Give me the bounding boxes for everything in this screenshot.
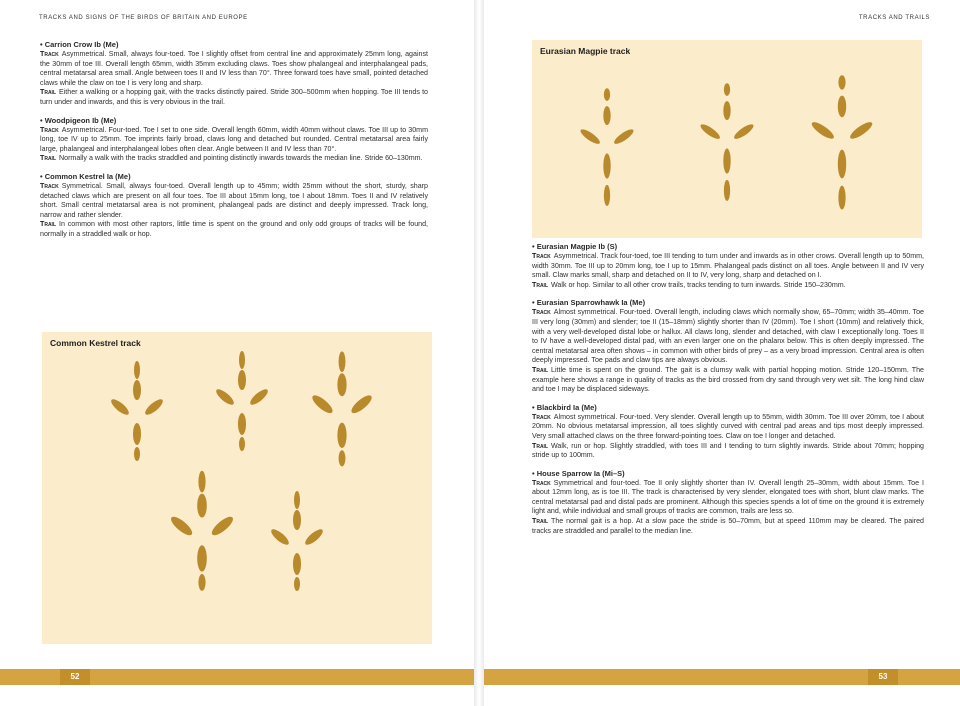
entry-track bbox=[40, 182, 428, 220]
page-number-left: 52 bbox=[60, 669, 90, 685]
track-text: Asymmetrical. Track four-toed, toe III tending to turn under and inwards as in other crows. Overall length up to 50mm, width 30mm. Toe III up to 20mm long, toe I up to 15mm. Phalangeal pads distinct on all toes. Angle between II and IV very small. Claw marks small, sharp and detached on II to IV, very long, sharp and detached on I. bbox=[532, 252, 924, 280]
entry-track bbox=[532, 479, 924, 517]
track-text: Symmetrical and four-toed. Toe II only slightly shorter than IV. Overall length 25–30mm, width about 15mm. Toe I about 12mm long, as is toe III. The track is characterised by very slender, elongated toes with short, blunt claw marks. The central metatarsal pad and distal pads are prominent. Although this species spends a lot of time on the ground it is extremely light and, while individual and small groups of tracks are common, trails are less so. bbox=[532, 478, 924, 516]
running-head-right: TRACKS AND TRAILS bbox=[858, 15, 930, 21]
footer-band-right bbox=[484, 669, 960, 685]
entry-title: • Blackbird Ia (Me) bbox=[532, 403, 924, 412]
track-label: Track bbox=[532, 308, 551, 317]
magpie-track-figure bbox=[532, 40, 922, 238]
trail-label: Trail bbox=[532, 280, 548, 289]
entry-trail bbox=[40, 88, 428, 107]
track-label: Track bbox=[40, 50, 59, 58]
kestrel-track-figure bbox=[42, 332, 432, 644]
track-text: Symmetrical. Small, always four-toed. Overall length up to 45mm; width 25mm without the short, sturdy, sharp detached claws which are present on all four toes. Toe III about 15mm long, toe I about 18mm. Toes II and IV relatively short. Small central metatarsal area is not prominent, phalangeal pads are distinct and deeply impressed. Track long, narrow and rather slender. bbox=[40, 181, 428, 219]
track-label: Track bbox=[532, 412, 551, 421]
running-head-left: TRACKS AND SIGNS OF THE BIRDS OF BRITAIN AND EUROPE bbox=[39, 15, 248, 21]
track-text: Asymmetrical. Four-toed. Toe I set to one side. Overall length 60mm, width 40mm without claws. Toe III up to 30mm long, toe IV up to 25mm. Toe imprints fairly broad, claws long and detached but rounded. Central metatarsal area fairly large, phalangeal and interphalangeal lobes often clear. Angle between II and IV less than 70°. bbox=[40, 125, 428, 153]
trail-text: Little time is spent on the ground. The gait is a clumsy walk with partial hopping motion. Stride 120–150mm. The example here shows a range in quality of tracks as the bird crossed from dry sand through very wet silt. The long hind claw and toe I may be displaced sideways. bbox=[532, 365, 924, 394]
entry-track bbox=[40, 126, 428, 155]
entry-trail bbox=[40, 220, 428, 239]
entry-house-sparrow bbox=[532, 469, 924, 537]
footer-band-left bbox=[0, 669, 474, 685]
track-label: Track bbox=[40, 181, 59, 190]
entry-title: • Eurasian Magpie Ib (S) bbox=[532, 242, 924, 251]
page-gutter bbox=[474, 0, 484, 706]
track-label: Track bbox=[40, 125, 59, 134]
entry-title: • Carrion Crow Ib (Me) bbox=[40, 40, 428, 49]
right-text-column bbox=[532, 242, 924, 544]
trail-text: Walk or hop. Similar to all other crow trails, tracks tending to turn inwards. Stride 150–230mm. bbox=[551, 280, 846, 289]
entry-trail bbox=[532, 442, 924, 461]
entry-title: • House Sparrow Ia (Mi–S) bbox=[532, 469, 924, 478]
track-text: Almost symmetrical. Four-toed. Very slender. Overall length up to 55mm, width 30mm. Toe III over 20mm, toe I about 20mm. No obvious metatarsal impression, all toes slightly curved with central pad areas and tips most deeply impressed. Very small attached claws on the three forward-pointing toes. Claw on toe I longer and detached. bbox=[532, 412, 924, 440]
left-page bbox=[0, 0, 474, 706]
entry-track bbox=[532, 252, 924, 281]
entry-trail bbox=[532, 517, 924, 536]
track-label: Track bbox=[532, 478, 551, 487]
trail-text: In common with most other raptors, little time is spent on the ground and only odd groups of tracks will be found, normally in a straddled walk or hop. bbox=[40, 220, 428, 238]
entry-trail bbox=[532, 281, 924, 291]
kestrel-track-illustration bbox=[42, 332, 432, 644]
track-prints bbox=[109, 351, 374, 591]
track-prints bbox=[579, 75, 875, 209]
entry-common-kestrel bbox=[40, 172, 428, 240]
entry-woodpigeon bbox=[40, 116, 428, 164]
entry-blackbird bbox=[532, 403, 924, 461]
entry-trail bbox=[532, 366, 924, 395]
entry-title: • Eurasian Sparrowhawk Ia (Me) bbox=[532, 298, 924, 307]
entry-eurasian-sparrowhawk bbox=[532, 298, 924, 394]
track-label: Track bbox=[532, 252, 551, 260]
magpie-track-illustration bbox=[532, 40, 922, 238]
entry-track bbox=[532, 308, 924, 366]
figure-caption: Common Kestrel track bbox=[50, 338, 141, 348]
entry-carrion-crow bbox=[40, 40, 428, 108]
trail-label: Trail bbox=[40, 154, 56, 163]
page-number-right: 53 bbox=[868, 669, 898, 685]
entry-eurasian-magpie bbox=[532, 242, 924, 290]
trail-text: Normally a walk with the tracks straddled and pointing distinctly inwards towards the median line. Stride 60–130mm. bbox=[59, 154, 423, 163]
entry-track bbox=[532, 413, 924, 442]
trail-label: Trail bbox=[532, 517, 548, 526]
trail-label: Trail bbox=[40, 220, 56, 229]
track-text: Almost symmetrical. Four-toed. Overall length, including claws which normally show, 65–70mm; width 35–40mm. Toe III very long (30mm) and slender; toe II (15–18mm) slightly shorter than IV (20mm). Toe I short (10mm) and relatively thick, with a very well-developed distal lobe or hallux. All claws long, slender and detached, with claw I exceptionally long. Toes II to IV have a well-developed distal pad, with an even larger one on the phalanx below. This is often deeply impressed. The central metatarsal area often shows – in common with other birds of prey – as a very broad impression. Central area is often deeply impressed. Toe pads and claw tips are always obvious. bbox=[532, 308, 924, 365]
entry-title: • Common Kestrel Ia (Me) bbox=[40, 172, 428, 181]
left-text-column bbox=[40, 40, 428, 248]
track-text: Asymmetrical. Small, always four-toed. Toe I slightly offset from central line and approximately 25mm long, against the 30mm of toe III. Overall length 65mm, width 35mm excluding claws. Toes show phalangeal and interphalangeal pads, central metatarsal area small. Angle between toes II and IV less than 70°. Three forward toes have small, pointed detached claws while the claw on toe I is very long and sharp. bbox=[40, 50, 428, 87]
trail-text: The normal gait is a hop. At a slow pace the stride is 50–70mm, but at speed 110mm may be cleared. The paired tracks are straddled and parallel to the median line. bbox=[532, 517, 924, 535]
figure-caption: Eurasian Magpie track bbox=[540, 46, 631, 56]
trail-label: Trail bbox=[532, 365, 548, 374]
entry-title: • Woodpigeon Ib (Me) bbox=[40, 116, 428, 125]
trail-label: Trail bbox=[532, 441, 548, 450]
right-page bbox=[484, 0, 960, 706]
entry-track bbox=[40, 50, 428, 88]
trail-text: Walk, run or hop. Slightly straddled, with toes III and I tending to turn slightly inwards. Stride about 70mm; hopping stride up to 100mm. bbox=[532, 441, 924, 460]
trail-text: Either a walking or a hopping gait, with the tracks distinctly paired. Stride 300–500mm when hopping. Toe III tends to turn under and inwards, and this is very obvious in the trail. bbox=[40, 88, 428, 106]
entry-trail bbox=[40, 154, 428, 164]
trail-label: Trail bbox=[40, 88, 56, 97]
